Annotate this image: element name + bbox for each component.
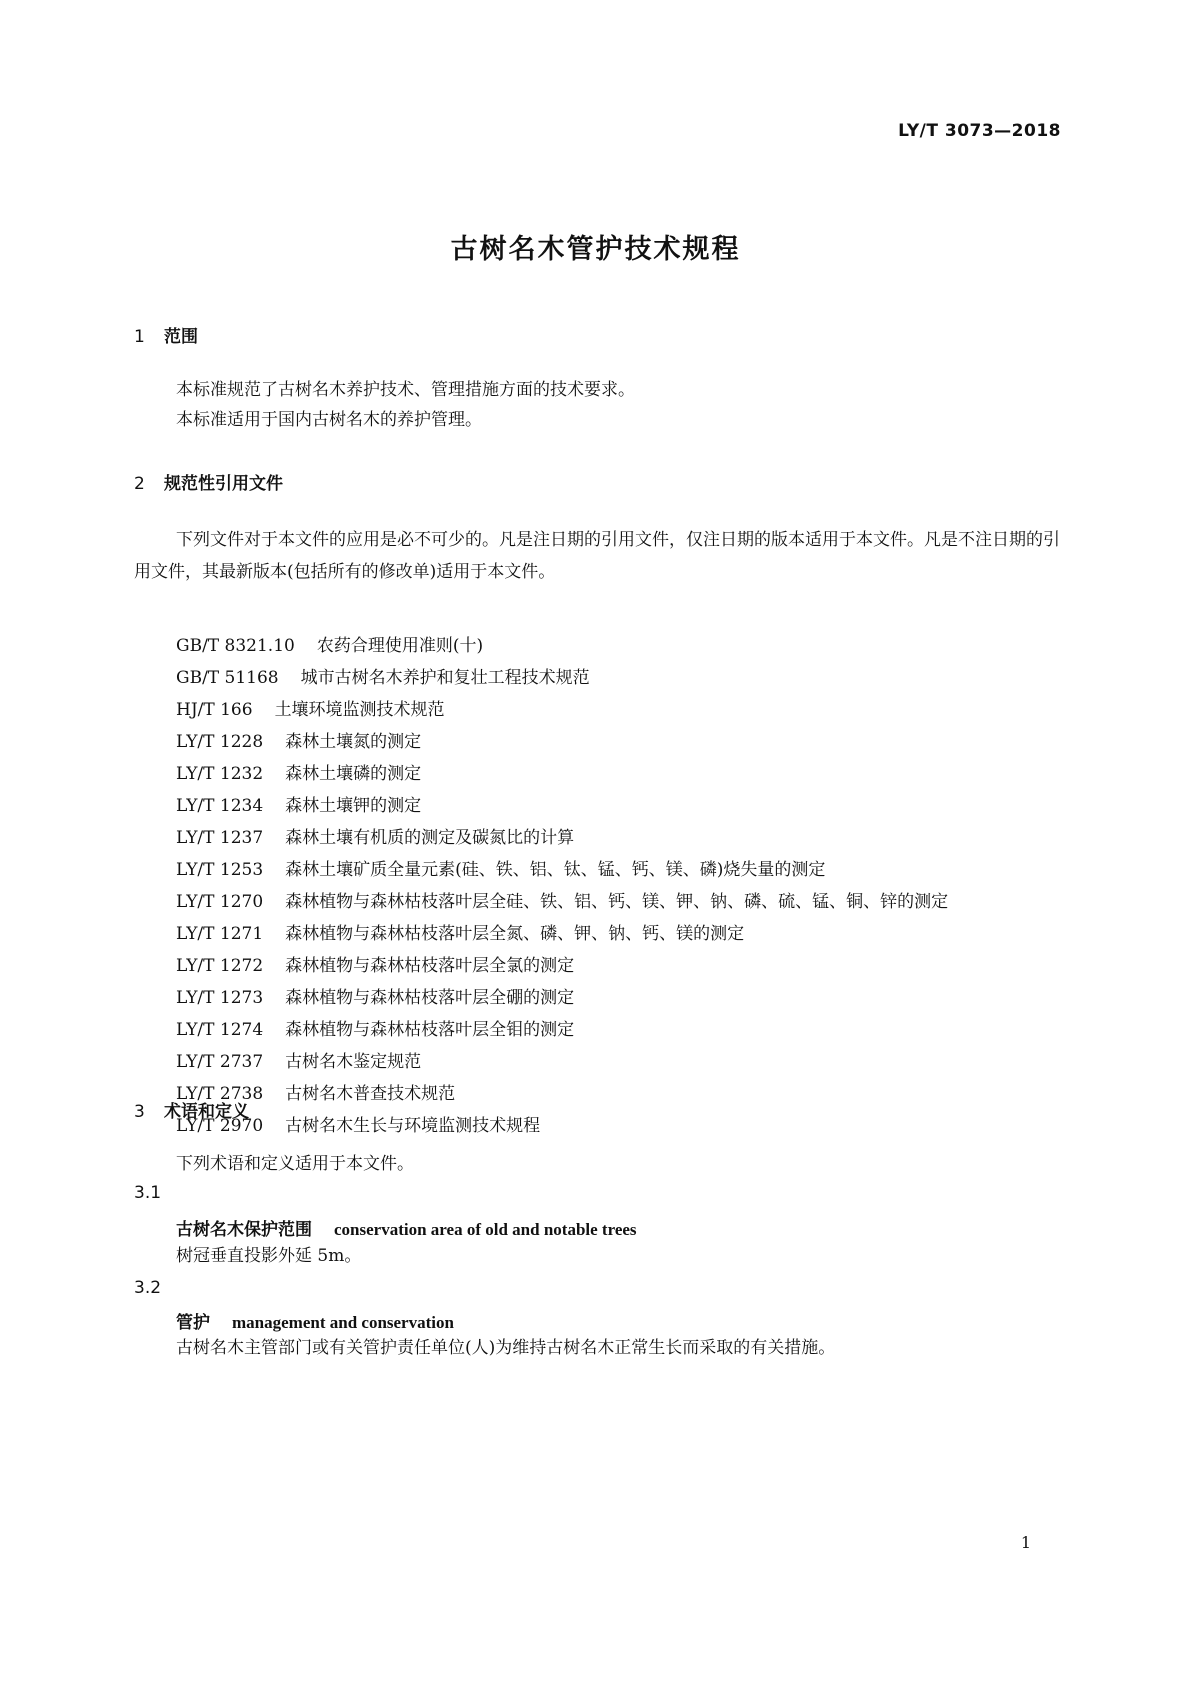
reference-title: 古树名木生长与环境监测技术规程 bbox=[285, 1116, 541, 1136]
reference-code: LY/T 2738 bbox=[176, 1084, 264, 1104]
list-item bbox=[176, 790, 948, 822]
reference-title: 土壤环境监测技术规范 bbox=[274, 700, 445, 720]
reference-code: LY/T 1228 bbox=[176, 732, 264, 752]
list-item bbox=[176, 822, 948, 854]
reference-title: 森林土壤磷的测定 bbox=[285, 764, 422, 784]
reference-title: 森林植物与森林枯枝落叶层全氮、磷、钾、钠、钙、镁的测定 bbox=[285, 924, 745, 944]
clause-number: 3.1 bbox=[134, 1183, 162, 1203]
list-item bbox=[176, 1046, 948, 1078]
paragraph: 本标准适用于国内古树名木的养护管理。 bbox=[176, 410, 482, 430]
list-item bbox=[176, 1110, 948, 1142]
reference-title: 森林植物与森林枯枝落叶层全硼的测定 bbox=[285, 988, 575, 1008]
section-number: 1 bbox=[134, 327, 145, 347]
reference-code: LY/T 1272 bbox=[176, 956, 264, 976]
reference-title: 森林土壤有机质的测定及碳氮比的计算 bbox=[285, 828, 575, 848]
term-heading bbox=[176, 1215, 637, 1240]
paragraph: 本标准规范了古树名木养护技术、管理措施方面的技术要求。 bbox=[176, 380, 635, 400]
reference-code: LY/T 1271 bbox=[176, 924, 264, 944]
list-item bbox=[176, 982, 948, 1014]
references-intro: 下列文件对于本文件的应用是必不可少的。凡是注日期的引用文件，仅注日期的版本适用于本文件。凡是不注日期的引用文件，其最新版本(包括所有的修改单)适用于本文件。 bbox=[134, 530, 1060, 582]
section-3-heading bbox=[134, 1097, 249, 1122]
reference-code: HJ/T 166 bbox=[176, 700, 253, 720]
standard-code: LY/T 3073—2018 bbox=[898, 121, 1061, 141]
paragraph: 下列术语和定义适用于本文件。 bbox=[176, 1154, 414, 1174]
reference-title: 古树名木鉴定规范 bbox=[285, 1052, 422, 1072]
term-heading bbox=[176, 1308, 454, 1333]
page-number: 1 bbox=[1020, 1533, 1031, 1552]
reference-title: 古树名木普查技术规范 bbox=[285, 1084, 456, 1104]
section-1-heading bbox=[134, 322, 198, 347]
section-title: 术语和定义 bbox=[164, 1102, 249, 1122]
document-title: 古树名木管护技术规程 bbox=[450, 234, 741, 265]
reference-code: LY/T 2970 bbox=[176, 1116, 264, 1136]
reference-code: LY/T 1232 bbox=[176, 764, 264, 784]
reference-title: 森林土壤矿质全量元素(硅、铁、铝、钛、锰、钙、镁、磷)烧失量的测定 bbox=[285, 860, 826, 880]
list-item bbox=[176, 1014, 948, 1046]
list-item bbox=[176, 726, 948, 758]
reference-list bbox=[176, 630, 948, 1142]
reference-title: 森林植物与森林枯枝落叶层全硅、铁、铝、钙、镁、钾、钠、磷、硫、锰、铜、锌的测定 bbox=[285, 892, 949, 912]
reference-title: 城市古树名木养护和复壮工程技术规范 bbox=[300, 668, 590, 688]
list-item bbox=[176, 950, 948, 982]
reference-code: LY/T 2737 bbox=[176, 1052, 264, 1072]
reference-code: LY/T 1274 bbox=[176, 1020, 264, 1040]
reference-title: 森林土壤氮的测定 bbox=[285, 732, 422, 752]
reference-title: 森林植物与森林枯枝落叶层全氯的测定 bbox=[285, 956, 575, 976]
list-item bbox=[176, 854, 948, 886]
reference-title: 森林土壤钾的测定 bbox=[285, 796, 422, 816]
list-item bbox=[176, 1078, 948, 1110]
term-zh: 管护 bbox=[176, 1313, 210, 1333]
term-en: conservation area of old and notable trees bbox=[334, 1220, 637, 1239]
list-item bbox=[176, 918, 948, 950]
section-number: 3 bbox=[134, 1102, 145, 1122]
section-2-heading bbox=[134, 469, 283, 494]
list-item bbox=[176, 694, 948, 726]
clause-number: 3.2 bbox=[134, 1278, 162, 1298]
list-item bbox=[176, 758, 948, 790]
term-zh: 古树名木保护范围 bbox=[176, 1220, 312, 1240]
reference-title: 森林植物与森林枯枝落叶层全钼的测定 bbox=[285, 1020, 575, 1040]
term-definition: 树冠垂直投影外延 5m。 bbox=[176, 1246, 362, 1266]
list-item bbox=[176, 662, 948, 694]
reference-code: LY/T 1234 bbox=[176, 796, 264, 816]
section-title: 范围 bbox=[164, 327, 198, 347]
reference-code: GB/T 8321.10 bbox=[176, 636, 295, 656]
reference-code: GB/T 51168 bbox=[176, 668, 279, 688]
reference-code: LY/T 1270 bbox=[176, 892, 264, 912]
section-title: 规范性引用文件 bbox=[164, 474, 283, 494]
term-en: management and conservation bbox=[232, 1313, 454, 1332]
reference-code: LY/T 1273 bbox=[176, 988, 264, 1008]
reference-code: LY/T 1237 bbox=[176, 828, 264, 848]
reference-title: 农药合理使用准则(十) bbox=[316, 636, 484, 656]
list-item bbox=[176, 630, 948, 662]
list-item bbox=[176, 886, 948, 918]
term-definition: 古树名木主管部门或有关管护责任单位(人)为维持古树名木正常生长而采取的有关措施。 bbox=[176, 1338, 836, 1358]
section-number: 2 bbox=[134, 474, 145, 494]
reference-code: LY/T 1253 bbox=[176, 860, 264, 880]
